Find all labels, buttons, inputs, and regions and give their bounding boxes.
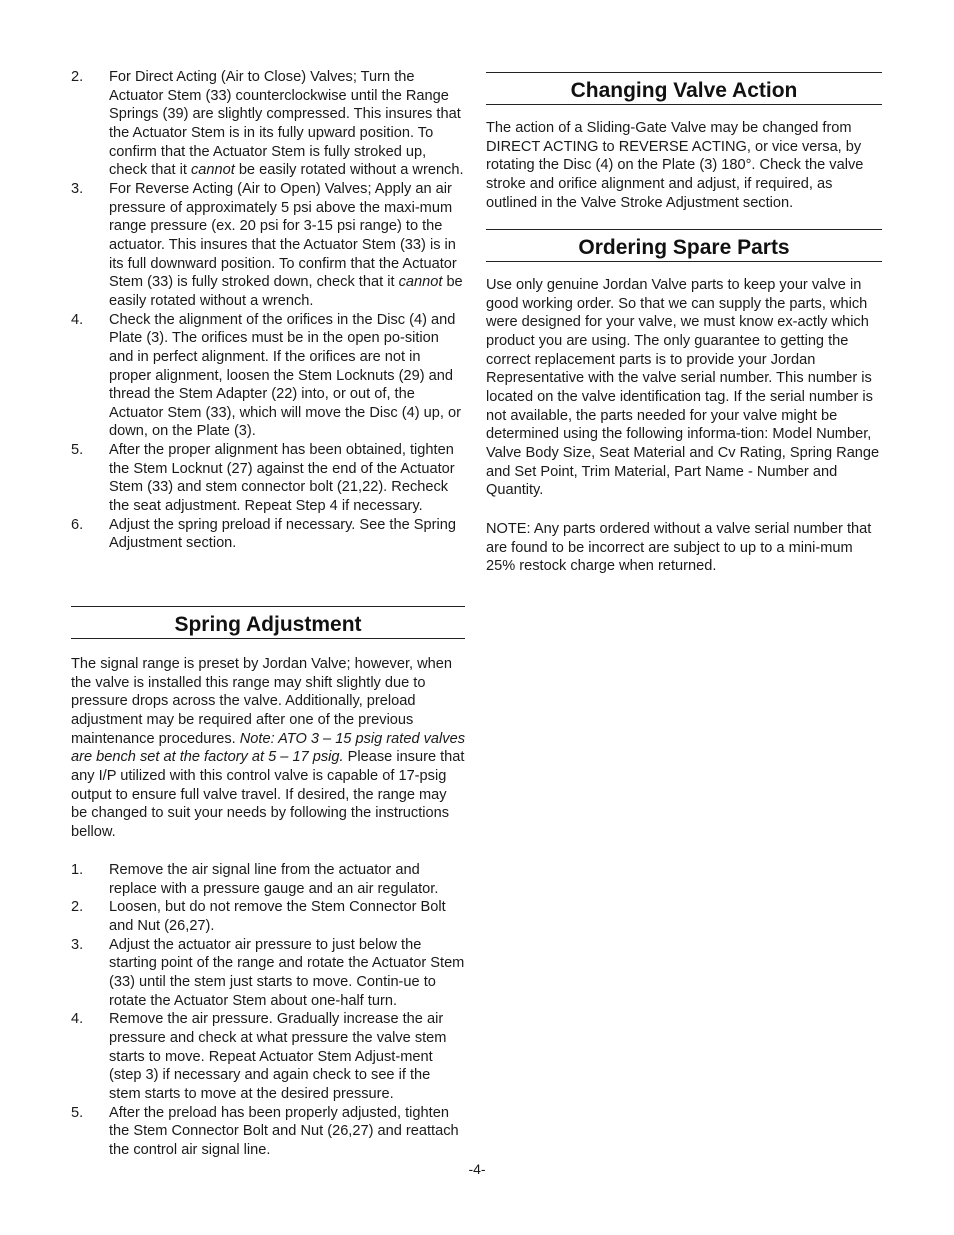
text-run: Adjust the spring preload if necessary. See the Spring Adjustment section.: [109, 516, 456, 552]
continued-steps-list: [71, 68, 465, 553]
spring-adjustment-heading: Spring Adjustment: [71, 606, 465, 639]
list-item-number: 5.: [71, 442, 84, 459]
list-item-text: [109, 69, 464, 178]
list-item: [71, 441, 465, 516]
list-item-text: [109, 1011, 446, 1102]
italic-text: Note: ATO 3 – 15 psig rated valves are bench set at the factory at 5 – 17 psig.: [71, 730, 465, 766]
spring-adjustment-steps-list: [71, 861, 465, 1160]
changing-valve-action-heading: Changing Valve Action: [486, 72, 882, 105]
list-item-number: 2.: [71, 899, 84, 916]
text-run: The signal range is preset by Jordan Valve; however, when the valve is installed this range may shift slightly due to pressure drops across the valve. Additionally, preload adjustment may be required after one of the previous maintenance procedures.: [71, 656, 453, 747]
list-item: [71, 1104, 465, 1160]
list-item-text: [109, 181, 463, 309]
list-item-text: [109, 312, 461, 440]
spring-adjustment-intro: [71, 655, 465, 842]
list-item-text: [109, 937, 464, 1009]
list-item-number: 4.: [71, 1011, 84, 1028]
list-item: [71, 898, 465, 935]
list-item-text: [109, 517, 456, 552]
text-run: Remove the air signal line from the actuator and replace with a pressure gauge and an air regulator.: [109, 862, 439, 897]
list-item-number: 1.: [71, 862, 84, 878]
list-item: [71, 861, 465, 898]
text-run: Adjust the actuator air pressure to just below the starting point of the range and rotate the Actuator Stem (33) until the stem just starts to move. Contin-ue to rotate the Actuator Stem about one-half turn.: [109, 936, 465, 1009]
ordering-spare-parts-note: NOTE: Any parts ordered without a valve serial number that are found to be incorrect are subject to up to a mini-mum 25% restock charge when returned.: [486, 521, 872, 575]
list-item-text: [109, 442, 455, 514]
list-item: [71, 936, 465, 1011]
list-item-number: 2.: [71, 69, 84, 85]
ordering-spare-parts-heading: Ordering Spare Parts: [486, 229, 882, 262]
page-number: -4-: [468, 1161, 486, 1177]
text-run: After the preload has been properly adjusted, tighten the Stem Connector Bolt and Nut (26,27) and reattach the control air signal line.: [109, 1104, 459, 1158]
ordering-spare-parts-text: Use only genuine Jordan Valve parts to keep your valve in good working order. So that we can supply the parts, which were designed for your valve, we must know ex-actly which product you are using. The only guarantee to getting the correct replacement parts is to provide your Jordan Representative with the valve serial number. This number is located on the valve identification tag. If the serial number is not available, the parts needed for your valve might be determined using the following informa-tion: Model Number, Valve Body Size, Seat Material and Cv Rating, Spring Range and Set Point, Trim Material, Part Name - Number and Quantity.: [486, 277, 880, 499]
text-run: be easily rotated without a wrench.: [234, 162, 464, 179]
list-item-number: 6.: [71, 516, 84, 533]
text-run: Check the alignment of the orifices in the Disc (4) and Plate (3). The orifices must be in the open po-sition and in perfect alignment. If the orifices are not in proper alignment, loosen the Stem Locknuts (29) and thread the Stem Adapter (22) into, or out of, the Actuator Stem (33), which will move the Disc (4) up, or down, on the Plate (3).: [109, 311, 461, 440]
text-run: Loosen, but do not remove the Stem Connector Bolt and Nut (26,27).: [109, 899, 446, 934]
text-run: For Direct Acting (Air to Close) Valves; Turn the Actuator Stem (33) counterclockwise until the Range Springs (39) are slightly compressed. This insures that the Actuator Stem is in its fully upward position. To confirm that the Actuator Stem is fully stroked up, check that it: [109, 69, 461, 179]
italic-text: cannot: [190, 162, 235, 179]
text-run: Please insure that any I/P utilized with this control valve is capable of 17-psig output to ensure full valve travel. If desired, the range may be changed to suit your needs by following the instructions bellow.: [71, 749, 465, 840]
list-item-number: 3.: [71, 936, 84, 953]
changing-valve-action-text: The action of a Sliding-Gate Valve may be changed from DIRECT ACTING to REVERSE ACTING, or vice versa, by rotating the Disc (4) on the Plate (3) 180°. Check the valve stroke and orifice alignment and adjust, if required, as outlined in the Valve Stroke Adjustment section.: [486, 120, 864, 211]
list-item: [71, 1010, 465, 1103]
text-run: After the proper alignment has been obtained, tighten the Stem Locknut (27) against the end of the Actuator Stem (33) and stem connector bolt (21,22). Recheck the seat adjustment. Repeat Step 4 if necessary.: [109, 442, 455, 515]
list-item-number: 5.: [71, 1104, 84, 1121]
list-item: [71, 68, 465, 180]
list-item: [71, 516, 465, 553]
list-item-number: 4.: [71, 311, 84, 328]
text-run: Remove the air pressure. Gradually increase the air pressure and check at what pressure the valve stem starts to move. Repeat Actuator Stem Adjust-ment (step 3) if necessary and again check to see if the stem starts to move at the desired pressure.: [109, 1011, 447, 1102]
text-run: For Reverse Acting (Air to Open) Valves; Apply an air pressure of approximately 5 psi above the maxi-mum range pressure (ex. 20 psi for 3-15 psi range) to the actuator. This insures that the Actuator Stem (33) is in its full downward position. To confirm that the Actuator Stem (33) is fully stroked down, check that it: [109, 180, 457, 291]
list-item: [71, 311, 465, 442]
list-item-text: [109, 1105, 459, 1158]
list-item-number: 3.: [71, 180, 84, 197]
list-item-text: [109, 899, 446, 934]
list-item: [71, 180, 465, 311]
text-run: be easily rotated without a wrench.: [109, 274, 463, 309]
list-item-text: [109, 862, 438, 897]
italic-text: cannot: [398, 274, 443, 291]
